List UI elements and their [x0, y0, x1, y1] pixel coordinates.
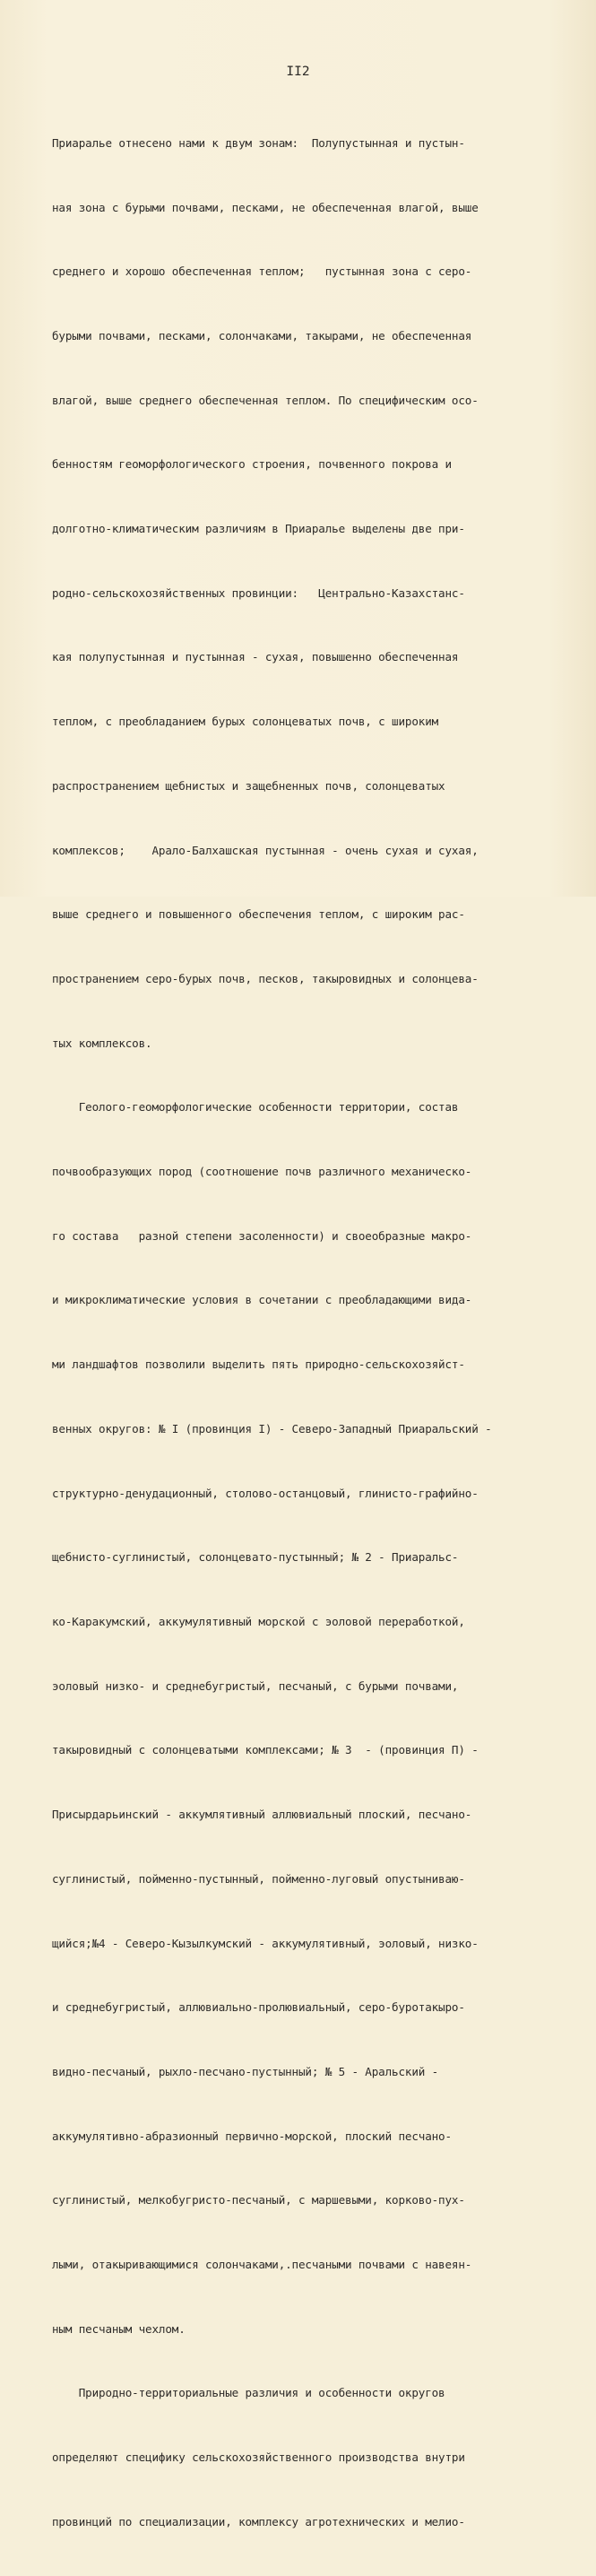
text-line: почвообразующих пород (соотношение почв различного механическо- — [52, 1165, 472, 1179]
text-line: теплом, с преобладанием бурых солонцеватых почв, с широким — [52, 715, 439, 729]
text-line: комплексов; Арало-Балхашская пустынная - очень сухая и сухая, — [52, 843, 479, 857]
page-number: II2 — [286, 65, 310, 79]
text-line: Геолого-геоморфологические особенности территории, состав — [52, 1100, 459, 1115]
text-line: и среднебугристый, аллювиально-пролювиальный, серо-буротакыро- — [52, 2000, 465, 2015]
text-line: тых комплексов. — [52, 1036, 152, 1050]
text-line: го состава разной степени засоленности) и своеобразные макро- — [52, 1228, 472, 1243]
text-line: щебнисто-суглинистый, солонцевато-пустынный; № 2 - Приаральс- — [52, 1550, 459, 1565]
text-line: влагой, выше среднего обеспеченная теплом. По специфическим осо- — [52, 393, 479, 407]
text-line: суглинистый, мелкобугристо-песчаный, с маршевыми, корково-пух- — [52, 2193, 465, 2207]
text-line: Приаралье отнесено нами к двум зонам: Полупустынная и пустын- — [52, 135, 465, 150]
text-line: структурно-денудационный, столово-останцовый, глинисто-графийно- — [52, 1486, 479, 1500]
text-line: среднего и хорошо обеспеченная теплом; пустынная зона с серо- — [52, 265, 472, 279]
text-line: родно-сельскохозяйственных провинции: Центрально-Казахстанс- — [52, 585, 465, 600]
text-line: долготно-климатическим различиям в Приаралье выделены две при- — [52, 522, 465, 536]
text-line: ко-Каракумский, аккумулятивный морской с эоловой переработкой, — [52, 1614, 465, 1628]
text-line: щийся;№4 - Северо-Кызылкумский - аккумулятивный, эоловый, низко- — [52, 1936, 479, 1950]
text-line: бенностям геоморфологического строения, почвенного покрова и — [52, 457, 452, 472]
text-line: ная зона с бурыми почвами, песками, не обеспеченная влагой, выше — [52, 200, 479, 214]
text-line: лыми, отакыривающимися солончаками,.песчаными почвами с навеян- — [52, 2258, 472, 2272]
text-line: ным песчаным чехлом. — [52, 2321, 186, 2336]
text-line: венных округов: № I (провинция I) - Северо-Западный Приаральский - — [52, 1421, 492, 1435]
text-line: бурыми почвами, песками, солончаками, такырами, не обеспеченная — [52, 328, 472, 343]
text-line: и микроклиматические условия в сочетании с преобладающими вида- — [52, 1293, 472, 1307]
text-line: видно-песчаный, рыхло-песчано-пустынный; № 5 - Аральский - — [52, 2064, 439, 2078]
text-line: эоловый низко- и среднебугристый, песчаный, с бурыми почвами, — [52, 1678, 459, 1693]
text-line: Присырдарьинский - аккумлятивный аллювиальный плоский, песчано- — [52, 1808, 472, 1822]
text-line: определяют специфику сельскохозяйственного производства внутри — [52, 2450, 465, 2465]
body-text — [52, 90, 563, 2576]
text-line: Природно-территориальные различия и особенности округов — [52, 2386, 445, 2400]
text-line: суглинистый, пойменно-пустынный, пойменно-луговый опустыниваю- — [52, 1871, 465, 1886]
text-line: кая полупустынная и пустынная - сухая, повышенно обеспеченная — [52, 650, 459, 664]
text-line: аккумулятивно-абразионный первично-морской, плоский песчано- — [52, 2129, 452, 2143]
text-line: пространением серо-бурых почв, песков, такыровидных и солонцева- — [52, 971, 479, 985]
text-line: провинций по специализации, комплексу агротехнических и мелио- — [52, 2514, 465, 2528]
text-line: выше среднего и повышенного обеспечения теплом, с широким рас- — [52, 907, 465, 922]
text-line: такыровидный с солонцеватыми комплексами; № 3 - (провинция П) - — [52, 1743, 479, 1757]
text-line: ми ландшафтов позволили выделить пять природно-сельскохозяйст- — [52, 1357, 465, 1372]
text-line: распространением щебнистых и защебненных почв, солонцеватых — [52, 778, 445, 793]
